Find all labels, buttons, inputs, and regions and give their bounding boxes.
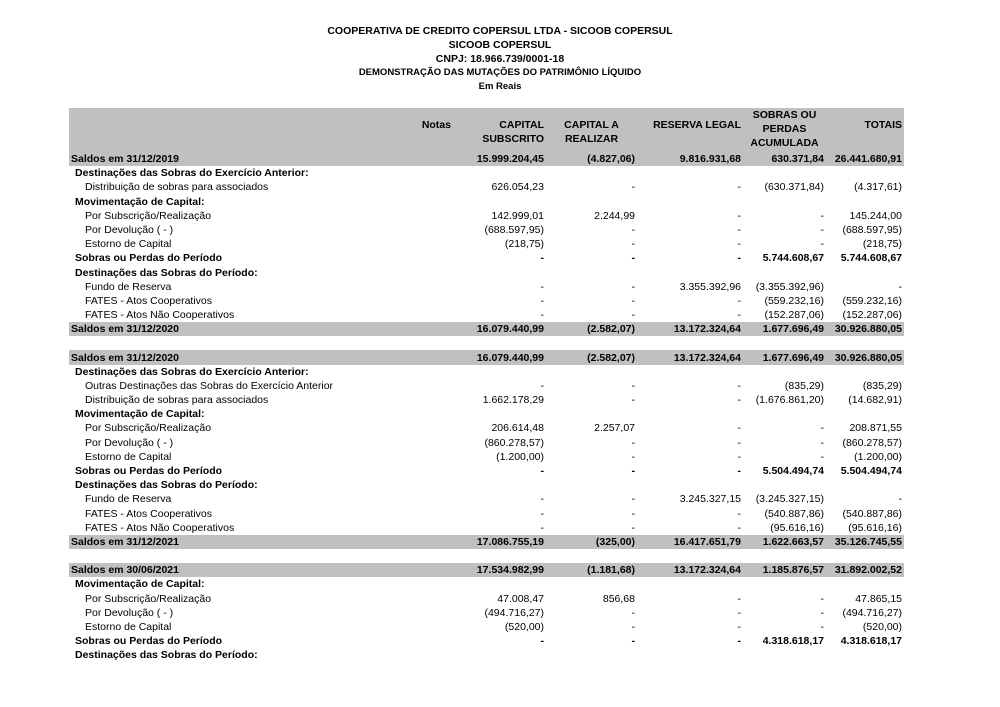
capital-realizar-cell: 2.244,99 bbox=[594, 209, 635, 222]
totais-cell: (520,00) bbox=[862, 620, 902, 633]
capital-subscrito-cell: 16.079.440,99 bbox=[459, 322, 546, 336]
notas-cell bbox=[394, 251, 459, 265]
row-label: Fundo de Reserva bbox=[85, 493, 172, 506]
notas-cell bbox=[394, 152, 459, 166]
sobras-cell: - bbox=[820, 450, 824, 463]
sobras-cell: 1.622.663,57 bbox=[743, 535, 826, 549]
row-label: Estorno de Capital bbox=[85, 238, 172, 251]
sobras-cell: (559.232,16) bbox=[764, 294, 824, 307]
section-heading-row bbox=[69, 266, 904, 280]
capital-realizar-cell: - bbox=[631, 379, 635, 392]
table-row bbox=[69, 280, 904, 294]
capital-realizar-cell bbox=[546, 648, 637, 662]
row-label: Sobras ou Perdas do Período bbox=[75, 465, 223, 478]
sobras-cell bbox=[743, 648, 826, 662]
notas-cell bbox=[394, 350, 459, 364]
notas-cell bbox=[394, 393, 459, 407]
row-label: Saldos em 31/12/2020 bbox=[69, 322, 394, 336]
col-header-reserva-legal: RESERVA LEGAL bbox=[637, 108, 743, 152]
reserva-legal-cell bbox=[637, 365, 743, 379]
reserva-legal-cell: - bbox=[737, 252, 741, 265]
capital-subscrito-cell: - bbox=[540, 635, 544, 648]
capital-subscrito-cell: 626.054,23 bbox=[491, 181, 544, 194]
currency-note: Em Reais bbox=[478, 81, 522, 92]
row-label: Movimentação de Capital: bbox=[75, 578, 205, 591]
reserva-legal-cell bbox=[637, 266, 743, 280]
reserva-legal-cell: - bbox=[737, 465, 741, 478]
capital-subscrito-cell: - bbox=[540, 521, 544, 534]
notas-cell bbox=[394, 450, 459, 464]
notas-cell bbox=[394, 577, 459, 591]
totais-cell bbox=[826, 365, 904, 379]
company-cnpj: CNPJ: 18.966.739/0001-18 bbox=[435, 53, 565, 65]
sobras-cell: - bbox=[820, 422, 824, 435]
capital-realizar-cell: (2.582,07) bbox=[546, 322, 637, 336]
totais-cell: (835,29) bbox=[862, 379, 902, 392]
notas-cell bbox=[394, 606, 459, 620]
capital-subscrito-cell bbox=[459, 577, 546, 591]
notas-cell bbox=[394, 436, 459, 450]
reserva-legal-cell: 13.172.324,64 bbox=[637, 563, 743, 577]
row-label: Por Devolução ( - ) bbox=[85, 606, 174, 619]
col-header-capital-subscrito: CAPITAL SUBSCRITO bbox=[459, 108, 546, 152]
capital-realizar-cell: - bbox=[631, 394, 635, 407]
reserva-legal-cell bbox=[637, 478, 743, 492]
capital-realizar-cell: - bbox=[631, 450, 635, 463]
sobras-cell: (630.371,84) bbox=[764, 181, 824, 194]
sobras-cell: - bbox=[820, 238, 824, 251]
capital-subscrito-cell: (520,00) bbox=[504, 620, 544, 633]
reserva-legal-cell bbox=[637, 195, 743, 209]
row-label: Por Subscrição/Realização bbox=[85, 209, 212, 222]
sobras-cell: - bbox=[820, 620, 824, 633]
capital-subscrito-cell: 206.614,48 bbox=[491, 422, 544, 435]
notas-cell bbox=[394, 648, 459, 662]
col-header-sobras: SOBRAS OU PERDAS ACUMULADA bbox=[743, 108, 826, 152]
capital-realizar-cell bbox=[546, 365, 637, 379]
notas-cell bbox=[394, 223, 459, 237]
totais-cell: 47.865,15 bbox=[855, 592, 902, 605]
capital-realizar-cell: - bbox=[631, 224, 635, 237]
capital-subscrito-cell: 16.079.440,99 bbox=[459, 350, 546, 364]
sobras-cell: - bbox=[820, 606, 824, 619]
row-label: FATES - Atos Não Cooperativos bbox=[85, 521, 235, 534]
notas-cell bbox=[394, 266, 459, 280]
sobras-cell bbox=[743, 577, 826, 591]
reserva-legal-cell: - bbox=[737, 379, 741, 392]
table-row bbox=[69, 209, 904, 223]
row-label: Destinações das Sobras do Exercício Anterior: bbox=[75, 365, 309, 378]
reserva-legal-cell: - bbox=[737, 294, 741, 307]
capital-subscrito-cell: (688.597,95) bbox=[484, 224, 544, 237]
notas-cell bbox=[394, 280, 459, 294]
row-label: Destinações das Sobras do Período: bbox=[75, 649, 258, 662]
totais-cell: (218,75) bbox=[862, 238, 902, 251]
sobras-cell: (95.616,16) bbox=[770, 521, 824, 534]
sobras-cell: (835,29) bbox=[784, 379, 824, 392]
notas-cell bbox=[394, 591, 459, 605]
sobras-cell: 1.677.696,49 bbox=[743, 322, 826, 336]
capital-subscrito-cell: 47.008,47 bbox=[497, 592, 544, 605]
sobras-cell: 1.677.696,49 bbox=[743, 350, 826, 364]
reserva-legal-cell: - bbox=[737, 507, 741, 520]
sobras-cell bbox=[743, 365, 826, 379]
totais-cell: 30.926.880,05 bbox=[826, 322, 904, 336]
col-header-totais: TOTAIS bbox=[826, 108, 904, 152]
capital-realizar-cell bbox=[546, 478, 637, 492]
totais-cell bbox=[826, 648, 904, 662]
reserva-legal-cell: - bbox=[737, 450, 741, 463]
notas-cell bbox=[394, 322, 459, 336]
row-label: Movimentação de Capital: bbox=[75, 195, 205, 208]
sobras-cell: - bbox=[820, 436, 824, 449]
table-row bbox=[69, 620, 904, 634]
capital-subscrito-cell: - bbox=[540, 252, 544, 265]
row-label: Sobras ou Perdas do Período bbox=[75, 635, 223, 648]
totais-cell: (14.682,91) bbox=[848, 394, 902, 407]
sobras-cell: 630.371,84 bbox=[743, 152, 826, 166]
notas-cell bbox=[394, 521, 459, 535]
totais-cell bbox=[826, 577, 904, 591]
row-label: Distribuição de sobras para associados bbox=[85, 394, 269, 407]
table-row bbox=[69, 492, 904, 506]
notas-cell bbox=[394, 535, 459, 549]
sobras-cell: 5.504.494,74 bbox=[762, 465, 824, 478]
section-heading-row bbox=[69, 407, 904, 421]
capital-realizar-cell: (4.827,06) bbox=[546, 152, 637, 166]
capital-subscrito-cell: - bbox=[540, 294, 544, 307]
row-label: Distribuição de sobras para associados bbox=[85, 181, 269, 194]
table-row bbox=[69, 591, 904, 605]
statement-title: DEMONSTRAÇÃO DAS MUTAÇÕES DO PATRIMÔNIO LÍQUIDO bbox=[358, 67, 642, 78]
row-label: FATES - Atos Não Cooperativos bbox=[85, 309, 235, 322]
notas-cell bbox=[394, 379, 459, 393]
notas-cell bbox=[394, 365, 459, 379]
capital-realizar-cell: - bbox=[631, 309, 635, 322]
sobras-cell: - bbox=[820, 592, 824, 605]
section-heading-row bbox=[69, 365, 904, 379]
reserva-legal-cell: - bbox=[737, 422, 741, 435]
capital-subscrito-cell: (860.278,57) bbox=[484, 436, 544, 449]
sobras-cell: - bbox=[820, 209, 824, 222]
reserva-legal-cell: - bbox=[737, 181, 741, 194]
table-row bbox=[69, 421, 904, 435]
reserva-legal-cell: 3.245.327,15 bbox=[679, 493, 741, 506]
table-row bbox=[69, 521, 904, 535]
totais-cell: (4.317,61) bbox=[854, 181, 902, 194]
reserva-legal-cell: - bbox=[737, 309, 741, 322]
totais-cell: (559.232,16) bbox=[842, 294, 902, 307]
report-header bbox=[0, 24, 1000, 94]
reserva-legal-cell: - bbox=[737, 209, 741, 222]
capital-realizar-cell bbox=[546, 407, 637, 421]
totais-cell: 5.504.494,74 bbox=[840, 465, 902, 478]
notas-cell bbox=[394, 308, 459, 322]
balance-row bbox=[69, 350, 904, 364]
capital-subscrito-cell bbox=[459, 478, 546, 492]
totais-cell: 31.892.002,52 bbox=[826, 563, 904, 577]
row-label: Sobras ou Perdas do Período bbox=[75, 252, 223, 265]
notas-cell bbox=[394, 294, 459, 308]
reserva-legal-cell: - bbox=[737, 394, 741, 407]
table-row bbox=[69, 507, 904, 521]
capital-subscrito-cell: 15.999.204,45 bbox=[459, 152, 546, 166]
company-short-name: SICOOB COPERSUL bbox=[448, 39, 552, 51]
sobras-cell bbox=[743, 166, 826, 180]
col-header-notas: Notas bbox=[69, 108, 459, 152]
table-body bbox=[69, 152, 904, 662]
capital-realizar-cell: (2.582,07) bbox=[546, 350, 637, 364]
reserva-legal-cell: - bbox=[737, 606, 741, 619]
capital-realizar-cell: - bbox=[631, 635, 635, 648]
sobras-cell: - bbox=[820, 224, 824, 237]
capital-realizar-cell: - bbox=[631, 252, 635, 265]
sobras-cell: (1.676.861,20) bbox=[755, 394, 824, 407]
capital-subscrito-cell: 1.662.178,29 bbox=[482, 394, 544, 407]
capital-subscrito-cell: - bbox=[540, 507, 544, 520]
notas-cell bbox=[394, 464, 459, 478]
table-row bbox=[69, 379, 904, 393]
balance-row bbox=[69, 322, 904, 336]
row-label: Destinações das Sobras do Exercício Anterior: bbox=[75, 167, 309, 180]
row-label: Destinações das Sobras do Período: bbox=[75, 479, 258, 492]
row-label: Saldos em 31/12/2020 bbox=[69, 350, 394, 364]
notas-cell bbox=[394, 478, 459, 492]
table-row bbox=[69, 464, 904, 478]
capital-subscrito-cell: (494.716,27) bbox=[484, 606, 544, 619]
spacer-row bbox=[69, 336, 904, 350]
section-heading-row bbox=[69, 195, 904, 209]
totais-cell bbox=[826, 266, 904, 280]
capital-realizar-cell: - bbox=[631, 521, 635, 534]
row-label: Saldos em 30/06/2021 bbox=[69, 563, 394, 577]
row-label: Estorno de Capital bbox=[85, 450, 172, 463]
notas-cell bbox=[394, 180, 459, 194]
capital-subscrito-cell: - bbox=[540, 493, 544, 506]
capital-realizar-cell: - bbox=[631, 238, 635, 251]
totais-cell bbox=[826, 478, 904, 492]
reserva-legal-cell: 3.355.392,96 bbox=[679, 280, 741, 293]
table-row bbox=[69, 308, 904, 322]
capital-realizar-cell: 856,68 bbox=[602, 592, 635, 605]
section-heading-row bbox=[69, 166, 904, 180]
table-row bbox=[69, 393, 904, 407]
balance-row bbox=[69, 535, 904, 549]
totais-cell: 145.244,00 bbox=[849, 209, 902, 222]
totais-cell: (860.278,57) bbox=[842, 436, 902, 449]
totais-cell: - bbox=[898, 280, 902, 293]
capital-subscrito-cell bbox=[459, 266, 546, 280]
capital-realizar-cell: (1.181,68) bbox=[546, 563, 637, 577]
sobras-cell: (540.887,86) bbox=[764, 507, 824, 520]
reserva-legal-cell: 13.172.324,64 bbox=[637, 322, 743, 336]
capital-realizar-cell: 2.257,07 bbox=[594, 422, 635, 435]
sobras-cell: (3.355.392,96) bbox=[755, 280, 824, 293]
notas-cell bbox=[394, 237, 459, 251]
capital-subscrito-cell: - bbox=[540, 465, 544, 478]
reserva-legal-cell: - bbox=[737, 436, 741, 449]
table-header-row bbox=[69, 108, 904, 152]
table-row bbox=[69, 237, 904, 251]
table-row bbox=[69, 634, 904, 648]
table-row bbox=[69, 223, 904, 237]
balance-row bbox=[69, 563, 904, 577]
capital-realizar-cell bbox=[546, 195, 637, 209]
row-label: Saldos em 31/12/2021 bbox=[69, 535, 394, 549]
totais-cell: 35.126.745,55 bbox=[826, 535, 904, 549]
totais-cell: 26.441.680,91 bbox=[826, 152, 904, 166]
section-heading-row bbox=[69, 577, 904, 591]
balance-row bbox=[69, 152, 904, 166]
capital-realizar-cell bbox=[546, 266, 637, 280]
reserva-legal-cell: - bbox=[737, 592, 741, 605]
notas-cell bbox=[394, 563, 459, 577]
capital-realizar-cell: - bbox=[631, 280, 635, 293]
notas-cell bbox=[394, 507, 459, 521]
notas-cell bbox=[394, 166, 459, 180]
reserva-legal-cell: - bbox=[737, 521, 741, 534]
row-label: Movimentação de Capital: bbox=[75, 408, 205, 421]
col-header-capital-realizar: CAPITAL A REALIZAR bbox=[546, 108, 637, 152]
totais-cell bbox=[826, 407, 904, 421]
capital-subscrito-cell: (218,75) bbox=[504, 238, 544, 251]
capital-realizar-cell bbox=[546, 166, 637, 180]
row-label: Saldos em 31/12/2019 bbox=[69, 152, 394, 166]
row-label: FATES - Atos Cooperativos bbox=[85, 507, 213, 520]
reserva-legal-cell bbox=[637, 577, 743, 591]
reserva-legal-cell bbox=[637, 407, 743, 421]
capital-realizar-cell: - bbox=[631, 507, 635, 520]
capital-subscrito-cell: 17.086.755,19 bbox=[459, 535, 546, 549]
section-heading-row bbox=[69, 648, 904, 662]
totais-cell: 4.318.618,17 bbox=[840, 635, 902, 648]
capital-realizar-cell: - bbox=[631, 465, 635, 478]
capital-subscrito-cell: - bbox=[540, 280, 544, 293]
totais-cell: (95.616,16) bbox=[848, 521, 902, 534]
spacer-row bbox=[69, 549, 904, 563]
row-label: FATES - Atos Cooperativos bbox=[85, 294, 213, 307]
totais-cell: (688.597,95) bbox=[842, 224, 902, 237]
capital-subscrito-cell bbox=[459, 166, 546, 180]
totais-cell: 30.926.880,05 bbox=[826, 350, 904, 364]
section-heading-row bbox=[69, 478, 904, 492]
table-row bbox=[69, 450, 904, 464]
totais-cell: (1.200,00) bbox=[854, 450, 902, 463]
equity-changes-table bbox=[69, 108, 904, 662]
notas-cell bbox=[394, 195, 459, 209]
reserva-legal-cell: 9.816.931,68 bbox=[637, 152, 743, 166]
capital-subscrito-cell: - bbox=[540, 379, 544, 392]
company-name: COOPERATIVA DE CREDITO COPERSUL LTDA - SICOOB COPERSUL bbox=[327, 25, 673, 37]
totais-cell: (540.887,86) bbox=[842, 507, 902, 520]
totais-cell bbox=[826, 166, 904, 180]
notas-cell bbox=[394, 407, 459, 421]
totais-cell: - bbox=[898, 493, 902, 506]
row-label: Fundo de Reserva bbox=[85, 280, 172, 293]
sobras-cell bbox=[743, 266, 826, 280]
row-label: Por Devolução ( - ) bbox=[85, 436, 174, 449]
notas-cell bbox=[394, 634, 459, 648]
row-label: Por Subscrição/Realização bbox=[85, 422, 212, 435]
capital-realizar-cell: - bbox=[631, 294, 635, 307]
table-row bbox=[69, 436, 904, 450]
notas-cell bbox=[394, 209, 459, 223]
sobras-cell: 5.744.608,67 bbox=[762, 252, 824, 265]
table-row bbox=[69, 294, 904, 308]
sobras-cell bbox=[743, 195, 826, 209]
capital-subscrito-cell: - bbox=[540, 309, 544, 322]
sobras-cell: (3.245.327,15) bbox=[755, 493, 824, 506]
capital-realizar-cell: - bbox=[631, 181, 635, 194]
capital-realizar-cell: - bbox=[631, 493, 635, 506]
row-label: Por Devolução ( - ) bbox=[85, 224, 174, 237]
capital-realizar-cell: - bbox=[631, 606, 635, 619]
sobras-cell bbox=[743, 478, 826, 492]
row-label: Estorno de Capital bbox=[85, 620, 172, 633]
reserva-legal-cell: - bbox=[737, 635, 741, 648]
capital-subscrito-cell bbox=[459, 365, 546, 379]
totais-cell: 5.744.608,67 bbox=[840, 252, 902, 265]
reserva-legal-cell bbox=[637, 648, 743, 662]
totais-cell: 208.871,55 bbox=[849, 422, 902, 435]
notas-cell bbox=[394, 620, 459, 634]
capital-subscrito-cell: 17.534.982,99 bbox=[459, 563, 546, 577]
totais-cell bbox=[826, 195, 904, 209]
row-label: Outras Destinações das Sobras do Exercício Anterior bbox=[85, 379, 334, 392]
capital-realizar-cell: - bbox=[631, 436, 635, 449]
sobras-cell: 1.185.876,57 bbox=[743, 563, 826, 577]
capital-realizar-cell: - bbox=[631, 620, 635, 633]
reserva-legal-cell bbox=[637, 166, 743, 180]
capital-subscrito-cell bbox=[459, 648, 546, 662]
notas-cell bbox=[394, 492, 459, 506]
row-label: Por Subscrição/Realização bbox=[85, 592, 212, 605]
table-row bbox=[69, 251, 904, 265]
table-row bbox=[69, 180, 904, 194]
capital-subscrito-cell: 142.999,01 bbox=[491, 209, 544, 222]
sobras-cell: 4.318.618,17 bbox=[762, 635, 824, 648]
reserva-legal-cell: 13.172.324,64 bbox=[637, 350, 743, 364]
sobras-cell bbox=[743, 407, 826, 421]
table-row bbox=[69, 606, 904, 620]
totais-cell: (494.716,27) bbox=[842, 606, 902, 619]
row-label: Destinações das Sobras do Período: bbox=[75, 266, 258, 279]
capital-realizar-cell bbox=[546, 577, 637, 591]
capital-realizar-cell: (325,00) bbox=[546, 535, 637, 549]
reserva-legal-cell: 16.417.651,79 bbox=[637, 535, 743, 549]
reserva-legal-cell: - bbox=[737, 238, 741, 251]
capital-subscrito-cell: (1.200,00) bbox=[496, 450, 544, 463]
capital-subscrito-cell bbox=[459, 407, 546, 421]
reserva-legal-cell: - bbox=[737, 224, 741, 237]
capital-subscrito-cell bbox=[459, 195, 546, 209]
reserva-legal-cell: - bbox=[737, 620, 741, 633]
sobras-cell: (152.287,06) bbox=[764, 309, 824, 322]
totais-cell: (152.287,06) bbox=[842, 309, 902, 322]
notas-cell bbox=[394, 421, 459, 435]
